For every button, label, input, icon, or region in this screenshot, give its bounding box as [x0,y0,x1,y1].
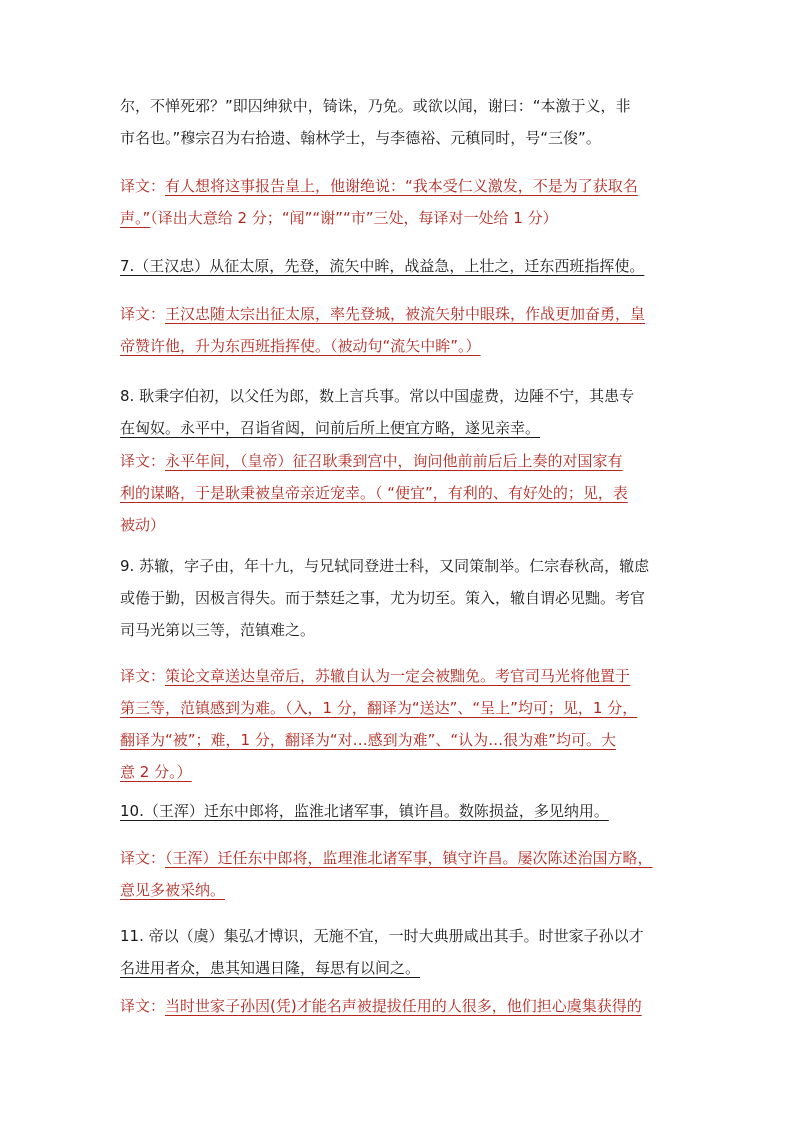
translation-line: 翻译为“被”；难，1 分，翻译为“对…感到为难”、“认为…很为难”均可。大 [120,731,616,749]
passage-8 [120,380,680,444]
passage-6-translation [120,170,680,234]
source-line: 7.（王汉忠）从征太原，先登，流矢中眸，战益急，上壮之，迁东西班指挥使。 [120,257,645,275]
translation-text: 有人想将这事报告皇上，他谢绝说：“我本受仁义激发，不是为了获取名 [165,177,638,195]
translation-line: 利的谋略，于是耿秉被皇帝亲近宠幸。（ “便宜”，有利的、有好处的；见，表 [120,484,628,502]
translation-text: 王汉忠随太宗出征太原，率先登城，被流矢射中眼珠，作战更加奋勇，皇 [165,305,646,323]
source-line: 司马光第以三等，范镇难之。 [120,621,316,639]
source-line: 名进用者众，患其知遇日隆，每思有以间之。 [120,959,421,977]
translation-line [120,660,680,692]
translation-line [120,445,680,477]
passage-9 [120,550,680,646]
passage-10-translation [120,842,680,906]
translation-line: 第三等，范镇感到为难。（入，1 分，翻译为“送达”、“呈上”均可；见，1 分， [120,699,638,717]
translation-line [120,842,680,874]
source-line: 10.（王浑）迁东中郎将，监淮北诸军事，镇许昌。数陈损益，多见纳用。 [120,802,609,820]
source-line: 9. 苏辙，字子由，年十九，与兄轼同登进士科，又同策制举。仁宗春秋高，辙虑 [120,557,650,575]
passage-10 [120,795,680,827]
source-line: 11. 帝以（虞）集弘才博识，无施不宜，一时大典册咸出其手。时世家子孙以才 [120,927,644,945]
translation-label: 译文： [120,177,166,195]
passage-6-continuation [120,90,680,154]
source-line: 尔，不惮死邪？”即囚绅狱中，锜诛，乃免。或欲以闻，谢曰：“本激于义，非 [120,97,631,115]
source-line: 市名也。”穆宗召为右拾遗、翰林学士，与李德裕、元稹同时，号“三俊”。 [120,129,601,147]
translation-label: 译文： [120,849,166,867]
translation-line: 帝赞许他，升为东西班指挥使。（被动句“流矢中眸”。） [120,337,481,355]
translation-label: 译文： [120,305,166,323]
source-line: 或倦于勤，因极言得失。而于禁廷之事，尤为切至。策入，辙自谓必见黜。考官 [120,589,646,607]
grading-note: （译出大意给 2 分；“闻”“谢”“市”三处，每译对一处给 1 分） [150,209,558,227]
translation-line [120,298,680,330]
passage-11 [120,920,680,984]
translation-label: 译文： [120,667,166,685]
translation-line: 被动） [120,516,166,534]
translation-line: 意 2 分。） [120,763,192,781]
passage-9-translation [120,660,680,788]
source-line: 8. 耿秉字伯初，以父任为郎，数上言兵事。常以中国虚费，边陲不宁，其患专 [120,387,635,405]
translation-label: 译文： [120,997,166,1015]
translation-line: 意见多被采纳。 [120,881,226,899]
translation-label: 译文： [120,452,166,470]
source-line: 在匈奴。永平中，召诣省闼，问前后所上便宜方略，遂见亲幸。 [120,419,541,437]
passage-7 [120,250,680,282]
translation-line [120,990,680,1022]
translation-text: 当时世家子孙因(凭)才能名声被提拔任用的人很多，他们担心虞集获得的 [165,997,642,1015]
passage-11-translation [120,990,680,1022]
passage-7-translation [120,298,680,362]
translation-text: 策论文章送达皇帝后，苏辙自认为一定会被黜免。考官司马光将他置于 [165,667,631,685]
passage-8-translation [120,445,680,541]
translation-line [120,170,680,202]
translation-line [120,202,680,234]
translation-text: （王浑）迁任东中郎将，监理淮北诸军事，镇守许昌。屡次陈述治国方略， [165,849,653,867]
translation-text: 永平年间，（皇帝）征召耿秉到宫中，询问他前前后后上奏的对国家有 [165,452,623,470]
translation-text: 声。” [120,209,151,227]
